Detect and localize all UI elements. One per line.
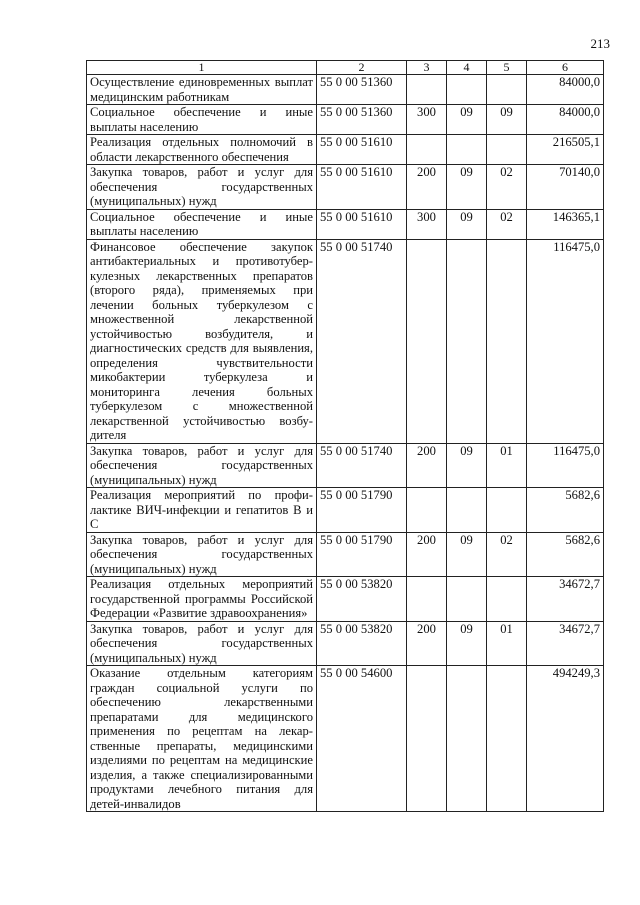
row-code: 55 0 00 54600	[317, 666, 407, 812]
row-sum: 70140,0	[527, 165, 604, 210]
row-pr: 02	[487, 165, 527, 210]
row-rz: 09	[447, 443, 487, 488]
row-name: Социальное обеспечение и иные выплаты населению	[87, 105, 317, 135]
row-name: Финансовое обеспечение закупок антибактериальных и противотуберкулезных лекарственных препаратов (второго ряда), применяемых при лечении больных туберкулезом с множественной лекарственной устойчивостью возбудителя, и диагностических средств для выявления, определения чувствительности микобактерии туберкулеза и мониторинга лечения больных туберкулезом с множественной лекарственной устойчивостью возбудителя	[87, 239, 317, 443]
row-rz: 09	[447, 165, 487, 210]
row-pr	[487, 135, 527, 165]
row-rz	[447, 577, 487, 622]
row-pr: 02	[487, 209, 527, 239]
row-rz: 09	[447, 621, 487, 666]
table-row	[87, 666, 604, 812]
row-rz	[447, 75, 487, 105]
header-col-3: 3	[407, 61, 447, 75]
row-vr	[407, 239, 447, 443]
header-col-5: 5	[487, 61, 527, 75]
row-code: 55 0 00 51610	[317, 209, 407, 239]
table-header-row	[87, 61, 604, 75]
row-pr	[487, 488, 527, 533]
row-pr	[487, 666, 527, 812]
table-row	[87, 443, 604, 488]
row-sum: 34672,7	[527, 577, 604, 622]
row-code: 55 0 00 51740	[317, 239, 407, 443]
row-pr	[487, 239, 527, 443]
row-pr	[487, 577, 527, 622]
row-sum: 116475,0	[527, 239, 604, 443]
row-name: Оказание отдельным категориям граждан социальной услуги по обеспечению лекарственными препаратами для медицинского применения по рецептам на лекарственные препараты, медицинскими изделиями по рецептам на медицинские изделия, а также специализированными продуктами лечебного питания для детей-инвалидов	[87, 666, 317, 812]
row-rz: 09	[447, 209, 487, 239]
table-row	[87, 165, 604, 210]
row-code: 55 0 00 51610	[317, 135, 407, 165]
row-sum: 116475,0	[527, 443, 604, 488]
row-sum: 84000,0	[527, 75, 604, 105]
row-vr	[407, 75, 447, 105]
page-number: 213	[590, 36, 610, 51]
row-pr: 01	[487, 443, 527, 488]
row-vr: 200	[407, 532, 447, 577]
row-pr: 09	[487, 105, 527, 135]
row-rz: 09	[447, 105, 487, 135]
row-vr: 300	[407, 209, 447, 239]
row-rz	[447, 488, 487, 533]
row-sum: 216505,1	[527, 135, 604, 165]
row-name: Реализация отдельных полномочий в области лекарственного обеспечения	[87, 135, 317, 165]
row-vr	[407, 488, 447, 533]
table-row	[87, 75, 604, 105]
header-col-4: 4	[447, 61, 487, 75]
row-vr: 300	[407, 105, 447, 135]
row-vr: 200	[407, 165, 447, 210]
row-pr: 01	[487, 621, 527, 666]
row-code: 55 0 00 51790	[317, 488, 407, 533]
row-name: Закупка товаров, работ и услуг для обеспечения государственных (муниципальных) нужд	[87, 165, 317, 210]
row-rz	[447, 135, 487, 165]
row-code: 55 0 00 51360	[317, 75, 407, 105]
row-vr: 200	[407, 621, 447, 666]
table-row	[87, 532, 604, 577]
row-pr	[487, 75, 527, 105]
row-name: Социальное обеспечение и иные выплаты населению	[87, 209, 317, 239]
table-row	[87, 577, 604, 622]
row-code: 55 0 00 51740	[317, 443, 407, 488]
row-vr	[407, 666, 447, 812]
row-vr: 200	[407, 443, 447, 488]
table-row	[87, 239, 604, 443]
table-row	[87, 209, 604, 239]
row-sum: 5682,6	[527, 532, 604, 577]
row-code: 55 0 00 51790	[317, 532, 407, 577]
row-name: Закупка товаров, работ и услуг для обеспечения государственных (муниципальных) нужд	[87, 621, 317, 666]
row-name: Реализация мероприятий по профилактике ВИЧ-инфекции и гепатитов В и С	[87, 488, 317, 533]
row-sum: 5682,6	[527, 488, 604, 533]
row-sum: 146365,1	[527, 209, 604, 239]
row-sum: 34672,7	[527, 621, 604, 666]
table-row	[87, 621, 604, 666]
row-vr	[407, 135, 447, 165]
row-name: Закупка товаров, работ и услуг для обеспечения государственных (муниципальных) нужд	[87, 443, 317, 488]
row-pr: 02	[487, 532, 527, 577]
row-sum: 494249,3	[527, 666, 604, 812]
row-rz: 09	[447, 532, 487, 577]
header-col-1: 1	[87, 61, 317, 75]
row-sum: 84000,0	[527, 105, 604, 135]
header-col-6: 6	[527, 61, 604, 75]
header-col-2: 2	[317, 61, 407, 75]
table-row	[87, 135, 604, 165]
row-name: Реализация отдельных мероприятий государственной программы Российской Федерации «Развитие здравоохранения»	[87, 577, 317, 622]
row-vr	[407, 577, 447, 622]
row-name: Закупка товаров, работ и услуг для обеспечения государственных (муниципальных) нужд	[87, 532, 317, 577]
budget-table	[86, 60, 604, 812]
table-row	[87, 488, 604, 533]
row-code: 55 0 00 51360	[317, 105, 407, 135]
row-code: 55 0 00 53820	[317, 577, 407, 622]
row-rz	[447, 239, 487, 443]
table-row	[87, 105, 604, 135]
row-rz	[447, 666, 487, 812]
row-name: Осуществление единовременных выплат медицинским работникам	[87, 75, 317, 105]
row-code: 55 0 00 51610	[317, 165, 407, 210]
row-code: 55 0 00 53820	[317, 621, 407, 666]
